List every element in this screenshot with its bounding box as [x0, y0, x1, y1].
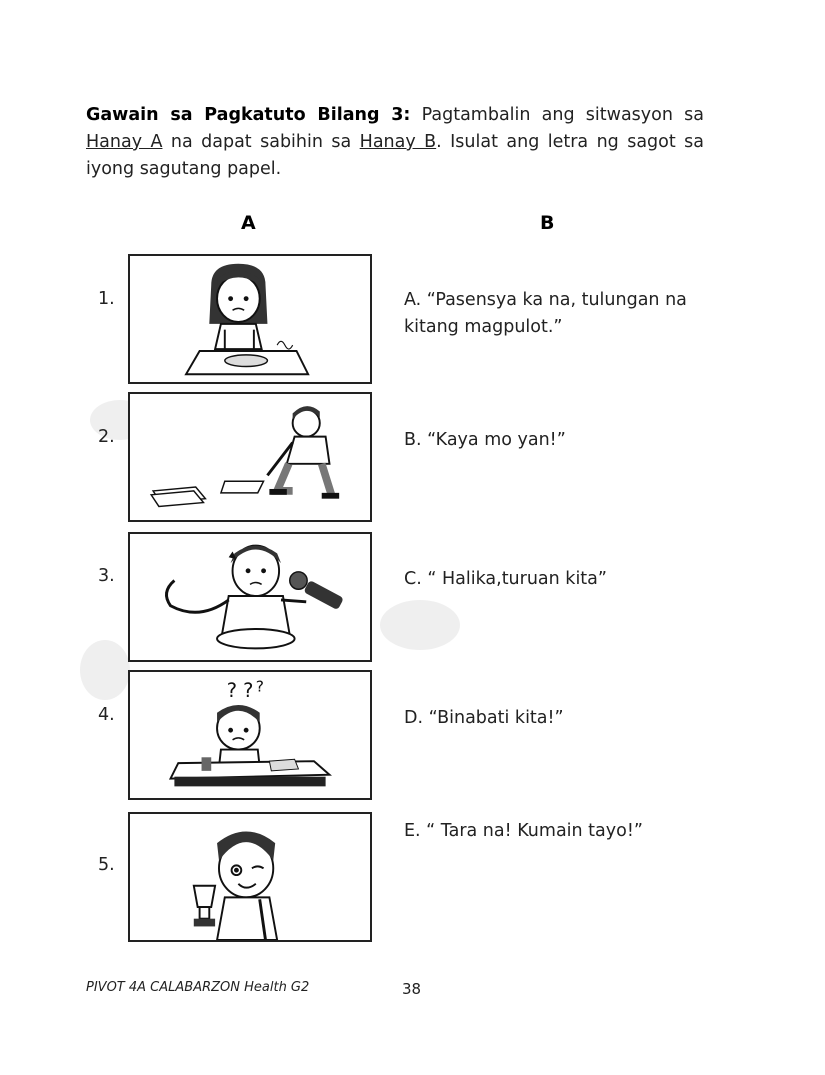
choice-e: E. “ Tara na! Kumain tayo!”: [404, 821, 643, 841]
footer-source: PIVOT 4A CALABARZON Health G2: [86, 980, 310, 995]
instruction-text: Pagtambalin ang sitwasyon sa: [410, 105, 704, 125]
item-number: 4.: [98, 705, 115, 725]
item-number: 5.: [98, 855, 115, 875]
scan-speck: [80, 640, 130, 700]
column-b-heading: B: [540, 212, 555, 234]
svg-text:? ?: ? ?: [226, 679, 254, 703]
column-a-heading: A: [241, 212, 256, 234]
item-number: 1.: [98, 289, 115, 309]
instruction-text: . Isulat ang letra ng sagot sa iyong sagutang papel.: [86, 132, 705, 179]
picture-boy-confused-studying: [128, 670, 372, 800]
choice-d: D. “Binabati kita!”: [404, 708, 564, 728]
hanay-a-label: Hanay A: [86, 132, 163, 152]
choice-b: B. “Kaya mo yan!”: [404, 430, 566, 450]
scan-speck: [380, 600, 460, 650]
picture-girl-singing-microphone: [128, 532, 372, 662]
svg-text:?: ?: [255, 677, 265, 696]
picture-boy-picking-up-papers: [128, 392, 372, 522]
choice-a: A. “Pasensya ka na, tulungan na kitang magpulot.”: [404, 290, 687, 337]
instruction-text: na dapat sabihin sa: [162, 132, 360, 152]
page-number: 38: [402, 980, 422, 998]
item-number: 3.: [98, 566, 115, 586]
choice-c: C. “ Halika,turuan kita”: [404, 569, 607, 589]
instructions: [86, 102, 704, 183]
hanay-b-label: Hanay B: [359, 132, 437, 152]
activity-title: Gawain sa Pagkatuto Bilang 3:: [86, 105, 411, 125]
picture-girl-sad-empty-plate: [128, 254, 372, 384]
item-number: 2.: [98, 427, 115, 447]
picture-boy-holding-trophy: [128, 812, 372, 942]
